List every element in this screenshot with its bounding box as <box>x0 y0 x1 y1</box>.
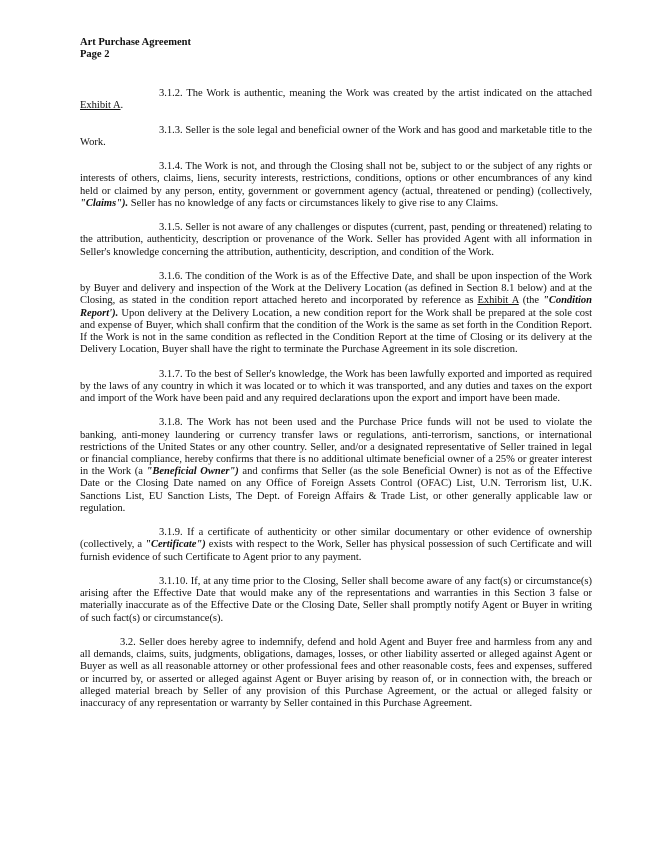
clause-3-1-10 <box>80 576 592 625</box>
clause-3-2 <box>80 637 592 710</box>
clause-3-1-5 <box>80 222 592 259</box>
clause-3-1-2 <box>80 88 592 112</box>
clause-text: 3.1.7. To the best of Seller's knowledge, the Work has been lawfully exported and imported as required by the laws of any country in which it was located or to which it was transported, and any duties and taxes on the export and import of the Work have been paid and any required declarations upon the export and import have been made. <box>80 368 592 404</box>
page-number: Page 2 <box>80 49 110 60</box>
document-title: Art Purchase Agreement <box>80 37 191 48</box>
clause-text: 3.1.8. The Work has not been used and the Purchase Price funds will not be used to violate the banking, anti-money laundering or currency transfer laws or regulations, anti-terrorism, sanctions, or international restrictions of the United States or any other country. Seller, and/or a designated representative of Seller trained in legal or financial compliance, hereby confirms that there is no additional ultimate beneficial owner of a 25% or greater interest in the Work (a <box>80 417 592 478</box>
exhibit-a-reference: Exhibit A <box>477 295 519 307</box>
clause-3-1-3 <box>80 125 592 149</box>
clause-text: 3.1.9. If a certificate of authenticity or other similar documentary or other evidence of ownership (collectively, a <box>80 527 592 551</box>
clause-text-mid: (the <box>518 295 543 307</box>
clause-text: 3.1.6. The condition of the Work is as of the Effective Date, and shall be upon inspection of the Work by Buyer and delivery and inspection of the Work at the Delivery Location (as defined in Section 8.1 below) and at the Closing, as stated in the condition report attached hereto and incorporated by reference as <box>80 270 592 307</box>
clause-3-1-9 <box>80 527 592 564</box>
clause-text: 3.1.2. The Work is authentic, meaning the Work was created by the artist indicated on the attached <box>159 88 592 99</box>
clause-3-1-7 <box>80 369 592 406</box>
defined-term-beneficial-owner: "Beneficial Owner") <box>146 466 239 478</box>
defined-term-claims: "Claims"). <box>80 197 129 209</box>
defined-term-condition-report: "Condition Report'). <box>80 295 593 319</box>
page-header <box>80 37 191 61</box>
clause-3-1-6 <box>80 271 592 356</box>
clause-3-1-8 <box>80 417 592 515</box>
clause-3-1-4 <box>80 161 592 210</box>
defined-term-certificate: "Certificate") <box>145 539 206 551</box>
clause-text-end: . <box>120 100 124 112</box>
clause-text: 3.1.4. The Work is not, and through the Closing shall not be, subject to or the subject of any rights or interests of others, claims, liens, security interests, restrictions, conditions, options or other encumbrances of any kind held or claimed by any person, entity, government or government agency (actual, threatened or pending) (collectively, <box>80 161 592 197</box>
clause-text: 3.1.5. Seller is not aware of any challenges or disputes (current, past, pending or threatened) relating to the attribution, authenticity, description or provenance of the Work. Seller has provided Agent with all information in Seller's knowledge concerning the attribution, authenticity, description, and condition of the Work. <box>80 222 592 258</box>
clause-text-end: exists with respect to the Work, Seller has physical possession of such Certificate and will furnish evidence of such Certificate to Agent prior to any payment. <box>80 539 592 563</box>
clause-text: 3.1.10. If, at any time prior to the Closing, Seller shall become aware of any fact(s) or circumstance(s) arising after the Effective Date that would make any of the representations and warranties in this Section 3 false or materially inaccurate as of the Effective Date or the Closing Date, Seller shall promptly notify Agent or Buyer in writing of such fact(s) or circumstance(s). <box>80 576 592 624</box>
clause-text-end: and confirms that Seller (as the sole Beneficial Owner) is not as of the Effective Date or the Closing Date named on any Office of Foreign Assets Control (OFAC) List, U.N. Terrorism list, U.K. Sanctions List, EU Sanction Lists, The Dept. of Foreign Affairs & Trade List, or other generally applicable law or regulation. <box>80 466 593 514</box>
clause-text-end: Upon delivery at the Delivery Location, a new condition report for the Work shall be prepared at the sole cost and expense of Buyer, which shall confirm that the condition of the Work is the same as set forth in the Condition Report. If the Work is not in the same condition as reflected in the Condition Report at the time of Closing or its delivery at the Delivery Location, Buyer shall have the right to terminate the Purchase Agreement in its sole discretion. <box>80 307 592 356</box>
document-body <box>80 88 592 722</box>
clause-text-end: Seller has no knowledge of any facts or circumstances likely to give rise to any Claims. <box>128 197 499 209</box>
clause-text: 3.1.3. Seller is the sole legal and beneficial owner of the Work and has good and marketable title to the Work. <box>80 124 592 148</box>
clause-text: 3.2. Seller does hereby agree to indemnify, defend and hold Agent and Buyer free and harmless from any and all demands, claims, suits, judgments, obligations, damages, losses, or other liability asserted or alleged against Agent or Buyer as well as all reasonable attorney or other professional fees and other reasonable costs, fees and expenses, suffered or incurred by, or asserted or alleged against Agent or Buyer arising by reason of, or in connection with, the breach or alleged material breach by Seller of any provision of this Purchase Agreement, or the actual or alleged falsity or inaccuracy of any representation or warranty by Seller contained in this Purchase Agreement. <box>80 637 592 710</box>
exhibit-a-reference: Exhibit A <box>80 100 121 112</box>
